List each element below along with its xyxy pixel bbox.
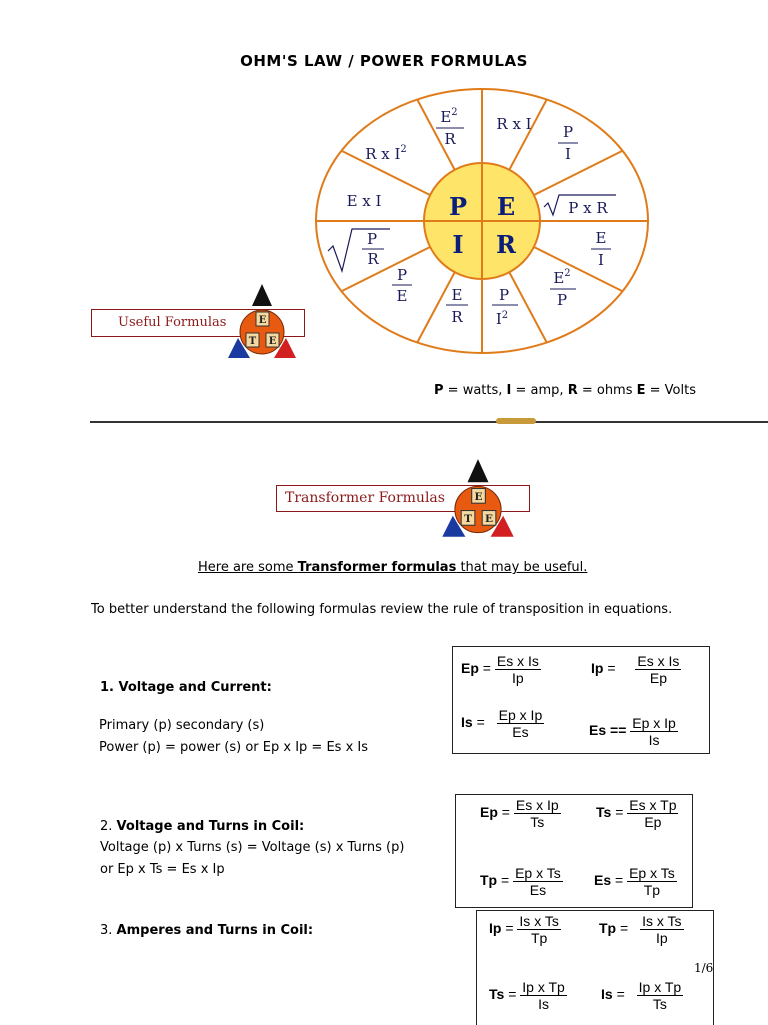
wheel-r-x-i2: R x $I^2$: [365, 144, 407, 163]
wheel-p-over-e-num: P: [396, 266, 408, 284]
wheel-p-over-i-num: P: [562, 123, 574, 141]
page-number: 1/6: [694, 961, 714, 975]
wheel-e-x-i: E x I: [346, 192, 382, 210]
wheel-center-e: E: [496, 192, 516, 221]
section3-heading: 3. Amperes and Turns in Coil:: [100, 923, 314, 938]
formula-ep: Ep = $\frac{\text{Es x Is}}{Ip}$: [461, 653, 539, 686]
wheel-e2-over-r-num: $E^2$: [440, 107, 458, 126]
transformer-intro: Here are some Transformer formulas that may be useful.: [198, 560, 588, 575]
formula-ip: Ip = $\frac{\text{Es x Is}}{Ep}$: [591, 653, 680, 686]
svg-text:E: E: [474, 491, 483, 504]
voltage-turns-formula-box: [455, 794, 693, 908]
transposition-note: To better understand the following formulas review the rule of transposition in equations.: [91, 602, 673, 617]
wheel-center-r: R: [496, 230, 516, 259]
section-divider: [90, 421, 768, 423]
svg-text:E: E: [485, 513, 494, 526]
transformer-formulas-label: Transformer Formulas: [285, 490, 445, 506]
wheel-e-over-r-den: R: [451, 308, 463, 326]
wheel-p-over-i2-den: $I^2$: [495, 310, 509, 328]
formula-ts: Ts = $\frac{\text{Es x Tp}}{Ep}$: [596, 797, 677, 830]
section2-heading: 2. Voltage and Turns in Coil:: [100, 819, 305, 834]
section1-line2: Power (p) = power (s) or Ep x Ip = Es x Is: [99, 740, 369, 755]
amperes-turns-formula-box: [476, 910, 714, 1025]
svg-text:E: E: [268, 336, 277, 347]
wheel-e2-over-p-den: P: [556, 291, 568, 309]
wheel-e-over-i-num: E: [595, 229, 607, 247]
section2-line2: or Ep x Ts = Es x Ip: [100, 862, 225, 877]
units-legend: P = watts, I = amp, R = ohms E = Volts: [434, 383, 696, 398]
wheel-sqrt-p-over-r-num: P: [366, 230, 378, 248]
wheel-r-x-i: R x I: [496, 115, 532, 133]
wheel-e-over-i-den: I: [598, 251, 604, 269]
formula-is: Is = $\frac{\text{Ep x Ip}}{Es}$: [461, 707, 543, 740]
formula-es: Es == $\frac{\text{Ep x Ip}}{Is}$: [589, 715, 676, 748]
formula-is-amps: Is = $\frac{\text{Ip x Tp}}{Ts}$: [601, 979, 682, 1012]
ete-logo-icon: [440, 457, 516, 541]
useful-formulas-label: Useful Formulas: [118, 315, 227, 330]
wheel-center-p: P: [448, 192, 468, 221]
wheel-center-i: I: [452, 230, 464, 259]
formula-ip-turns: Ip = $\frac{\text{Is x Ts}}{Tp}$: [489, 913, 559, 946]
wheel-p-over-e-den: E: [396, 287, 408, 305]
wheel-e2-over-p-num: $E^2$: [553, 268, 571, 287]
divider-ornament: [496, 418, 536, 424]
svg-text:T: T: [248, 336, 257, 347]
voltage-current-formula-box: [452, 646, 710, 754]
formula-es-turns: Es = $\frac{\text{Ep x Ts}}{Tp}$: [594, 865, 675, 898]
ohms-law-wheel: [312, 85, 652, 357]
wheel-e-over-r-num: E: [451, 286, 463, 304]
wheel-sqrt-p-over-r-den: R: [367, 250, 379, 268]
formula-ts-amps: Ts = $\frac{\text{Ip x Tp}}{Is}$: [489, 979, 565, 1012]
formula-tp-amps: Tp = $\frac{\text{Is x Ts}}{Ip}$: [599, 913, 682, 946]
ete-logo-icon: [226, 282, 298, 362]
section2-line1: Voltage (p) x Turns (s) = Voltage (s) x Turns (p): [100, 840, 405, 855]
svg-text:E: E: [258, 315, 267, 326]
svg-text:T: T: [464, 513, 472, 526]
section1-line1: Primary (p) secondary (s): [99, 718, 265, 733]
wheel-p-over-i-den: I: [565, 145, 571, 163]
wheel-sqrt-p-x-r: P x R: [568, 199, 608, 217]
section1-heading: 1. Voltage and Current:: [100, 680, 272, 695]
wheel-p-over-i2-num: P: [498, 286, 510, 304]
page-title: OHM'S LAW / POWER FORMULAS: [240, 52, 528, 70]
wheel-e2-over-r-den: R: [444, 130, 456, 148]
formula-ep-turns: Ep = $\frac{\text{Es x Ip}}{Ts}$: [480, 797, 559, 830]
formula-tp: Tp = $\frac{\text{Ep x Ts}}{Es}$: [480, 865, 561, 898]
